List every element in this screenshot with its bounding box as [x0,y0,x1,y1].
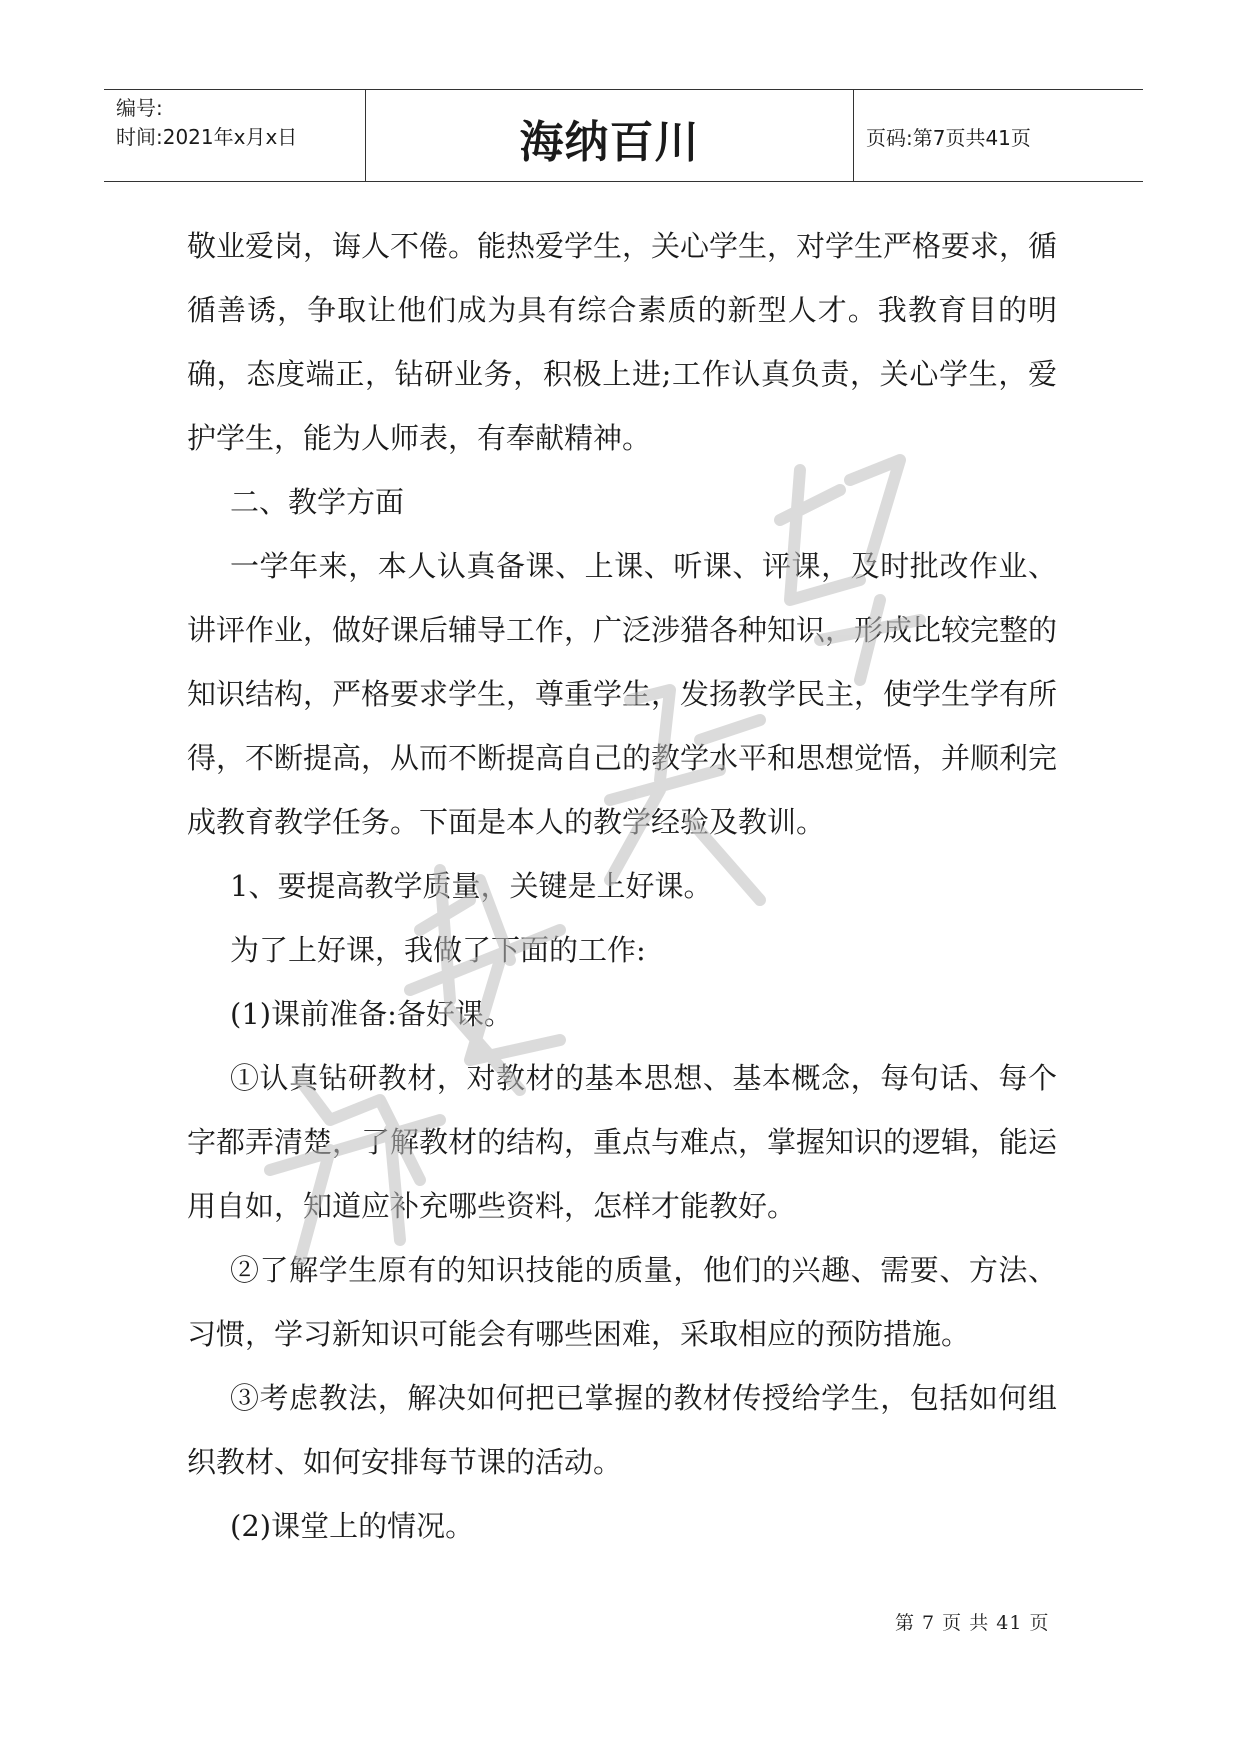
document-body [187,214,1057,1558]
subheading: (2)课堂上的情况。 [230,1509,475,1543]
document-number: 编号: [116,96,163,120]
header-meta-cell [104,90,366,181]
paragraph: ③考虑教法，解决如何把已掌握的教材传授给学生，包括如何组织教材、如何安排每节课的活动。 [187,1381,1057,1479]
paragraph: ①认真钻研教材，对教材的基本思想、基本概念，每句话、每个字都弄清楚，了解教材的结构，重点与难点，掌握知识的逻辑，能运用自如，知道应补充哪些资料，怎样才能教好。 [187,1061,1058,1223]
paragraph: 敬业爱岗，诲人不倦。能热爱学生，关心学生，对学生严格要求，循循善诱，争取让他们成为具有综合素质的新型人才。我教育目的明确，态度端正，钻研业务，积极上进;工作认真负责，关心学生，爱护学生，能为人师表，有奉献精神。 [187,229,1058,455]
paragraph: 一学年来，本人认真备课、上课、听课、评课，及时批改作业、讲评作业，做好课后辅导工作，广泛涉猎各种知识，形成比较完整的知识结构，严格要求学生，尊重学生，发扬教学民主，使学生学有所得，不断提高，从而不断提高自己的教学水平和思想觉悟，并顺利完成教育教学任务。下面是本人的教学经验及教训。 [187,549,1058,839]
section-heading: 二、教学方面 [230,485,405,519]
company-name: 海纳百川 [366,90,854,181]
page-indicator: 页码:第7页共41页 [866,126,1031,150]
subheading: (1)课前准备:备好课。 [230,997,513,1031]
page-footer: 第 7 页 共 41 页 [895,1612,1050,1634]
paragraph: 为了上好课，我做了下面的工作: [230,933,646,967]
page-header [104,89,1143,182]
paragraph: ②了解学生原有的知识技能的质量，他们的兴趣、需要、方法、习惯，学习新知识可能会有哪些困难，采取相应的预防措施。 [187,1253,1057,1351]
subheading: 1、要提高教学质量，关键是上好课。 [230,869,713,903]
document-date: 时间:2021年x月x日 [116,125,298,149]
